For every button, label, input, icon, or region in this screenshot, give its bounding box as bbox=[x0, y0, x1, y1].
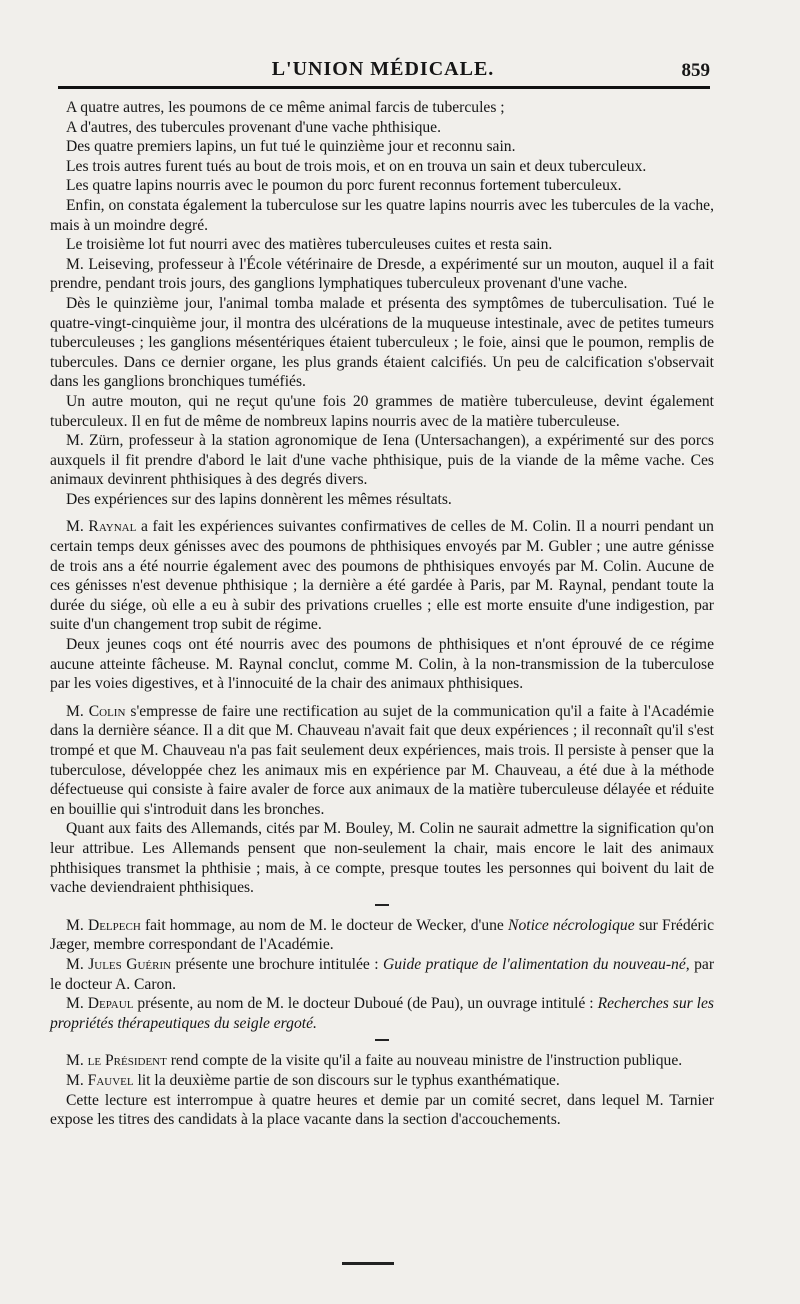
paragraph: Des quatre premiers lapins, un fut tué le quinzième jour et reconnu sain. bbox=[66, 138, 516, 156]
speaker-name: M. Raynal bbox=[66, 518, 137, 536]
paragraph-president bbox=[50, 1051, 714, 1071]
paragraph-colin bbox=[50, 702, 714, 820]
paragraph: A quatre autres, les poumons de ce même animal farcis de tubercules ; bbox=[66, 99, 505, 116]
paragraph: Un autre mouton, qui ne reçut qu'une fois 20 grammes de matière tuberculeuse, devint également tuberculeux. Il en fut de même de nombreux lapins nourris avec de la matière tuberculeuse. bbox=[50, 392, 714, 430]
section-separator bbox=[375, 1039, 389, 1041]
paragraph-text: a fait les expériences suivantes confirmatives de celles de M. Colin. Il a nourri pendant un certain temps deux génisses avec des poumons de phthisiques envoyés par M. Gubler ; une autre génisse de trois ans a été nourrie également avec des poumons de phthisiques envoyés par M. Colin. Aucune de ces génisses n'est devenue phthisique ; la dernière a été gardée à Paris, par M. Raynal, pendant toute la durée du siége, où elle a eu à subir des privations cruelles ; elle est morte ensuite d'une indigestion, par suite d'un changement trop subit de régime. bbox=[50, 518, 714, 634]
paragraph-text: s'empresse de faire une rectification au sujet de la communication qu'il a faite à l'Académie dans la dernière séance. Il a dit que M. Chauveau n'avait fait que deux expériences ; il reconnaît qu'il s'est trompé et que M. Chauveau n'a pas fait seulement deux expériences, mais trois. Il persiste à penser que la tuberculose, développée chez les animaux mis en expérience par M. Chauveau, a été due à la méthode défectueuse qui consiste à faire avaler de force aux animaux de la matière tuberculeuse délayée et réduite en bouillie qui s'introduit dans les bronches. bbox=[50, 702, 714, 818]
work-title: Guide pratique de l'alimentation du nouveau-né, bbox=[383, 955, 690, 973]
paragraph-guerin bbox=[50, 955, 714, 994]
speaker-name: M. le Président bbox=[66, 1052, 167, 1070]
running-title: L'UNION MÉDICALE. bbox=[271, 58, 495, 80]
paragraph: Les trois autres furent tués au bout de trois mois, et on en trouva un sain et deux tuberculeux. bbox=[66, 157, 647, 175]
footer-ornament-rule bbox=[342, 1262, 394, 1265]
paragraph: M. Zürn, professeur à la station agronomique de Iena (Untersachangen), a expérimenté sur des porcs auxquels il fit prendre d'abord le lait d'une vache phthisique, puis de la viande de la même vache. Ces animaux devinrent phthisiques à des degrés divers. bbox=[50, 432, 714, 489]
section-separator bbox=[375, 904, 389, 906]
work-title: Recherches sur les propriétés thérapeutiques du seigle ergoté. bbox=[50, 995, 715, 1032]
paragraph-text: fait hommage, au nom de M. le docteur de Wecker, d'une bbox=[140, 916, 509, 934]
paragraph-text: présente, au nom de M. le docteur Duboué (de Pau), un ouvrage intitulé : bbox=[133, 995, 598, 1013]
page-number: 859 bbox=[681, 60, 710, 81]
paragraph: Quant aux faits des Allemands, cités par M. Bouley, M. Colin ne saurait admettre la signification qu'on leur attribue. Les Allemands pensent que non-seulement la chair, mais encore le lait des animaux phthisiques transmet la phthisie ; mais, à ce compte, presque toutes les personnes qui boivent du lait de vache deviendraient phthisiques. bbox=[50, 820, 714, 897]
paragraph: Dès le quinzième jour, l'animal tomba malade et présenta des symptômes de tuberculisation. Tué le quatre-vingt-cinquième jour, il montra des ulcérations de la muqueuse intestinale, avec de petites tumeurs tuberculeuses ; les ganglions mésentériques étaient tuberculeux ; le foie, ainsi que le poumon, remplis de tubercules. Dans ce dernier organe, les plus grands étaient calcifiés. Un peu de calcification s'observait dans les ganglions bronchiques tuméfiés. bbox=[50, 294, 714, 391]
speaker-name: M. Colin bbox=[66, 702, 126, 720]
paragraph: Deux jeunes coqs ont été nourris avec des poumons de phthisiques et n'ont éprouvé de ce régime aucune atteinte fâcheuse. M. Raynal conclut, comme M. Colin, à la non-transmission de la tuberculose par les voies digestives, et à l'innocuité de la chair des animaux phthisiques. bbox=[50, 636, 714, 693]
header-rule bbox=[58, 86, 710, 89]
page-header bbox=[56, 58, 710, 82]
paragraph: Cette lecture est interrompue à quatre heures et demie par un comité secret, dans lequel M. Tarnier expose les titres des candidats à la place vacante dans la section d'accouchements. bbox=[50, 1091, 714, 1129]
speaker-name: M. Jules Guérin bbox=[66, 955, 172, 973]
paragraph-text: rend compte de la visite qu'il a faite au nouveau ministre de l'instruction publique. bbox=[166, 1052, 683, 1070]
paragraph-fauvel bbox=[50, 1071, 714, 1091]
article-body bbox=[50, 98, 714, 1130]
speaker-name: M. Depaul bbox=[66, 995, 134, 1013]
paragraph-text: lit la deuxième partie de son discours sur le typhus exanthématique. bbox=[133, 1071, 560, 1089]
paragraph-text: par le docteur A. Caron. bbox=[50, 955, 715, 993]
speaker-name: M. Fauvel bbox=[66, 1071, 134, 1089]
paragraph-text: sur Frédéric Jæger, membre correspondant de l'Académie. bbox=[50, 916, 715, 954]
paragraph: M. Leiseving, professeur à l'École vétérinaire de Dresde, a expérimenté sur un mouton, auquel il a fait prendre, pendant trois jours, des ganglions lymphatiques tuberculeux provenant d'une vache. bbox=[50, 255, 714, 293]
paragraph-depaul bbox=[50, 994, 714, 1033]
paragraph: A d'autres, des tubercules provenant d'une vache phthisique. bbox=[66, 118, 441, 136]
paragraph: Le troisième lot fut nourri avec des matières tuberculeuses cuites et resta sain. bbox=[66, 236, 553, 254]
paragraph-raynal bbox=[50, 517, 714, 635]
paragraph: Des expériences sur des lapins donnèrent les mêmes résultats. bbox=[66, 490, 452, 508]
paragraph: Les quatre lapins nourris avec le poumon du porc furent reconnus fortement tuberculeux. bbox=[66, 177, 622, 195]
paragraph-text: présente une brochure intitulée : bbox=[171, 955, 384, 973]
work-title: Notice nécrologique bbox=[508, 916, 635, 934]
paragraph-delpech bbox=[50, 916, 714, 955]
speaker-name: M. Delpech bbox=[66, 916, 141, 934]
paragraph: Enfin, on constata également la tuberculose sur les quatre lapins nourris avec les tubercules de la vache, mais à un moindre degré. bbox=[50, 196, 714, 234]
